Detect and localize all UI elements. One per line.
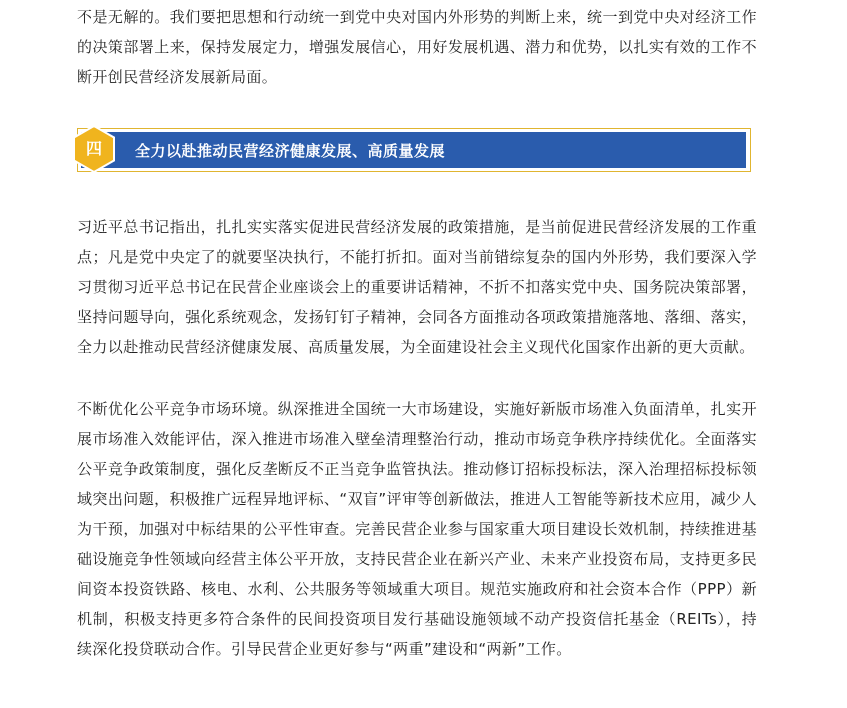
paragraph-fair-competition: 不断优化公平竞争市场环境。纵深推进全国统一大市场建设，实施好新版市场准入负面清单，扎实开展市场准入效能评估，深入推进市场准入壁垒清理整治行动，推动市场竞争秩序持续优化。全面落实公平竞争政策制度，强化反垄断反不正当竞争监管执法。推动修订招标投标法，深入治理招标投标领域突出问题，积极推广远程异地评标、“双盲”评审等创新做法，推进人工智能等新技术应用，减少人为干预，加强对中标结果的公平性审查。完善民营企业参与国家重大项目建设长效机制，持续推进基础设施竞争性领域向经营主体公平开放，支持民营企业在新兴产业、未来产业投资布局，支持更多民间资本投资铁路、核电、水利、公共服务等领域重大项目。规范实施政府和社会资本合作（PPP）新机制，积极支持更多符合条件的民间投资项目发行基础设施领域不动产投资信托基金（REITs），持续深化投贷联动合作。引导民营企业更好参与“两重”建设和“两新”工作。 [77,400,757,658]
article-body [77,0,757,664]
section-frame [77,128,751,172]
section-header [77,128,753,174]
section-bar [81,132,746,168]
paragraph-policy-focus: 习近平总书记指出，扎扎实实落实促进民营经济发展的政策措施，是当前促进民营经济发展的工作重点；凡是党中央定了的就要坚决执行，不能打折扣。面对当前错综复杂的国内外形势，我们要深入学习贯彻习近平总书记在民营企业座谈会上的重要讲话精神，不折不扣落实党中央、国务院决策部署，坚持问题导向，强化系统观念，发扬钉钉子精神，会同各方面推动各项政策措施落地、落细、落实，全力以赴推动民营经济健康发展、高质量发展，为全面建设社会主义现代化国家作出新的更大贡献。 [77,218,757,356]
hexagon-badge-icon [71,124,117,174]
intro-paragraph: 不是无解的。我们要把思想和行动统一到党中央对国内外形势的判断上来，统一到党中央对经济工作的决策部署上来，保持发展定力，增强发展信心，用好发展机遇、潜力和优势，以扎实有效的工作不断开创民营经济发展新局面。 [77,8,757,86]
section-number: 四 [85,139,102,158]
section-title: 全力以赴推动民营经济健康发展、高质量发展 [135,142,446,160]
